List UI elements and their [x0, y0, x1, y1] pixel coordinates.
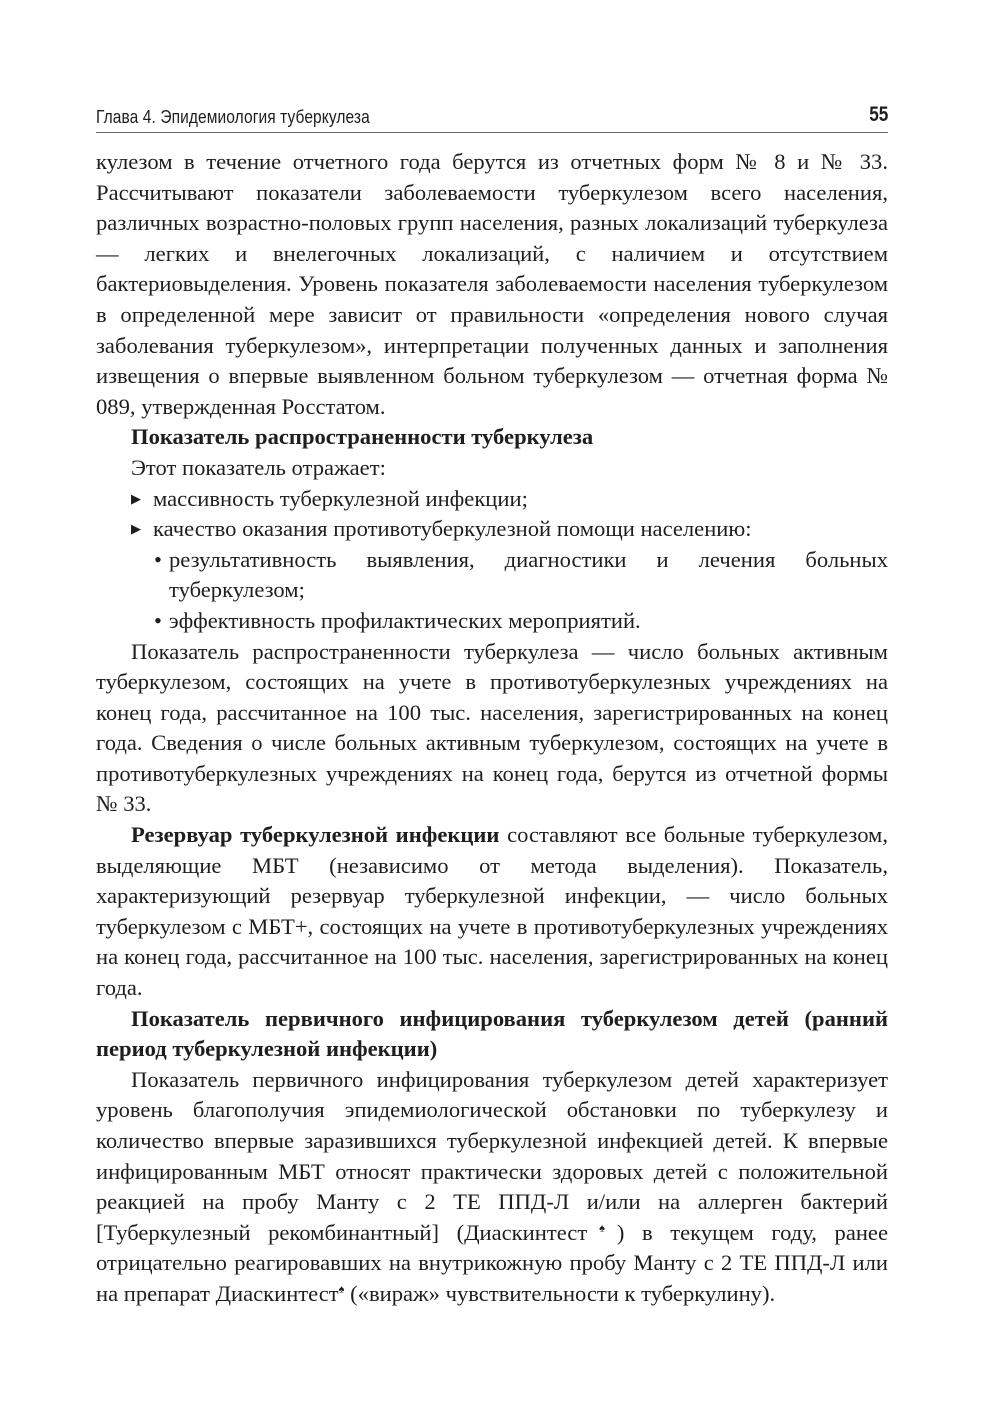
sublist-item-text: эффективность профилактических мероприятий. — [169, 607, 641, 633]
paragraph-text: ) в текущем году, ранее отрицательно реагировавших на внутрикожную пробу Манту с 2 ТЕ ППД-Л или на препарат Диаскинтест — [96, 1219, 888, 1306]
paragraph-text: Показатель первичного инфицирования туберкулезом детей характеризует уровень благополучия эпидемиологической обстановки по туберкулезу и количество впервые заразившихся туберкулезной инфекцией детей. К впервые инфицированным МБТ относят практически здоровых детей с положительной реакцией на пробу Манту с 2 ТЕ ППД-Л и/или на аллерген бактерий [Туберкулезный рекомбинантный] (Диаскинтест — [96, 1066, 888, 1245]
paragraph-prevalence-definition: Показатель распространенности туберкулеза — число больных активным туберкулезом, состоящих на учете в противотуберкулезных учреждениях на конец года, рассчитанное на 100 тыс. населения, зарегистрированных на конец года. Сведения о числе больных активным туберкулезом, состоящих на учете в противотуберкулезных учреждениях на конец года, берутся из отчетной формы № 33. — [96, 638, 888, 817]
body-text — [96, 147, 888, 1310]
paragraph-continued: кулезом в течение отчетного года берутся из отчетных форм № 8 и № 33. Рассчитывают показатели заболеваемости туберкулезом всего населения, различных возрастно-половых групп населения, разных локализаций туберкулеза — легких и внелегочных локализаций, с наличием и отсутствием бактериовыделения. Уровень показателя заболеваемости населения туберкулезом в определенной мере зависит от правильности «определения нового случая заболевания туберкулезом», интерпретации полученных данных и заполнения извещения о впервые выявленном больном туберкулезом — отчетная форма № 089, утвержденная Росстатом. — [96, 149, 888, 419]
paragraph-reservoir-text: составляют все больные туберкулезом, выделяющие МБТ (независимо от метода выделения). Показатель, характеризующий резервуар туберкулезной инфекции, — число больных туберкулезом с МБТ+, состоящих на учете в противотуберкулезных учреждениях на конец года, рассчитанное на 100 тыс. населения, зарегистрированных на конец года. — [96, 822, 889, 1001]
list-item-text: массивность туберкулезной инфекции; — [153, 485, 528, 511]
section-heading-prevalence: Показатель распространенности туберкулеза — [131, 424, 594, 450]
list-intro: Этот показатель отражает: — [131, 454, 386, 480]
dot-bullet-icon: • — [154, 546, 162, 572]
section-heading-primary-infection: Показатель первичного инфицирования туберкулезом детей (ранний период туберкулезной инфекции) — [96, 1005, 888, 1062]
chapter-title: Глава 4. Эпидемиология туберкулеза — [96, 106, 370, 127]
registered-mark-icon: ♠ — [587, 1222, 617, 1235]
paragraph-primary-infection — [96, 1065, 888, 1310]
triangle-bullet-icon: ▶ — [131, 521, 141, 537]
list-item — [96, 514, 888, 545]
paragraph-text: («вираж» чувствительности к туберкулину). — [344, 1280, 776, 1306]
list-item-text: качество оказания противотуберкулезной помощи населению: — [153, 516, 752, 542]
page-number: 55 — [868, 103, 888, 126]
header-divider — [96, 132, 888, 133]
paragraph-reservoir — [96, 820, 888, 1004]
list-item — [96, 484, 888, 515]
dot-bullet-icon: • — [154, 607, 162, 633]
sublist-item-text: результативность выявления, диагностики и лечения больных туберкулезом; — [169, 546, 888, 603]
sublist-item — [96, 545, 888, 606]
sublist-item — [96, 606, 888, 637]
term-reservoir: Резервуар туберкулезной инфекции — [131, 822, 500, 848]
registered-mark-icon: ♠ — [338, 1283, 345, 1296]
triangle-bullet-icon: ▶ — [131, 490, 141, 506]
running-header — [96, 102, 888, 132]
